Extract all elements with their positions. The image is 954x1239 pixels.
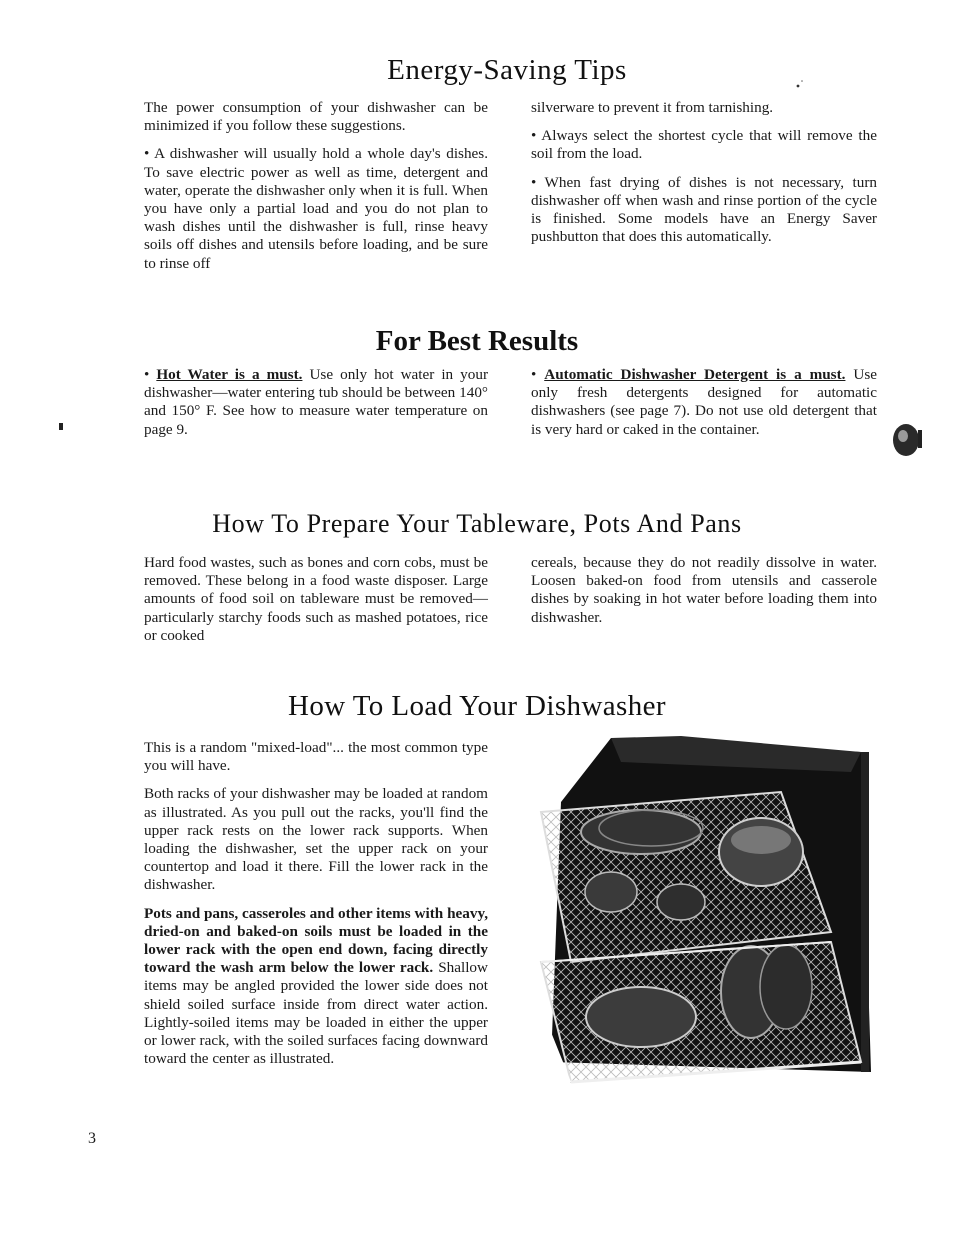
prepare-left-text: Hard food wastes, such as bones and corn cobs, must be removed. These belong in a food waste disposer. Large amounts of food soil on tableware must be removed—particularly starchy foods such as mashed potatoes, rice or cooked (144, 554, 488, 644)
hot-water-heading: Hot Water is a must. (156, 366, 303, 383)
loaded-dishwasher-photo (531, 732, 881, 1088)
binder-hole-icon (890, 418, 930, 469)
energy-left-column (144, 99, 488, 283)
load-pots-bold: Pots and pans, casseroles and other items with heavy, dried-on and baked-on soils must be loaded in the lower rack with the open end down, facing directly toward the wash arm below the lower rack. (144, 904, 488, 977)
page-number: 3 (88, 1130, 96, 1147)
energy-tip-short-cycle: • Always select the shortest cycle that will remove the soil from the load. (531, 127, 877, 163)
hot-water-bullet: • (144, 366, 157, 383)
prepare-left-column (144, 554, 488, 655)
detergent-text: Use only fresh detergents designed for automatic dishwashers (see page 7). Do not use old detergent that is very hard or caked in the container. (531, 366, 877, 438)
energy-tip-silverware: silverware to prevent it from tarnishing. (531, 99, 774, 116)
energy-intro: The power consumption of your dishwasher can be minimized if you follow these suggestions. (144, 99, 488, 135)
prepare-right-column (531, 554, 877, 637)
best-left-column (144, 366, 488, 449)
load-left-column (144, 739, 488, 1078)
detergent-tip (531, 366, 877, 439)
hot-water-tip (144, 366, 488, 439)
speck-mark (790, 72, 810, 97)
margin-mark (59, 423, 63, 430)
load-pots-text (144, 905, 488, 1069)
energy-right-column (531, 99, 877, 256)
load-title: How To Load Your Dishwasher (288, 690, 666, 722)
best-right-column (531, 366, 877, 449)
prepare-right-text: cereals, because they do not readily dissolve in water. Loosen baked-on food from utensils and casserole dishes by soaking in hot water before loading them into dishwasher. (531, 554, 877, 626)
energy-tip-drying: • When fast drying of dishes is not necessary, turn dishwasher off when wash and rinse portion of the cycle is finished. Some models have an Energy Saver pushbutton that does this automatically. (531, 173, 877, 246)
hot-water-text: Use only hot water in your dishwasher—water entering tub should be between 140° and 150° F. See how to measure water temperature on page 9. (144, 366, 488, 438)
best-results-title: For Best Results (375, 325, 579, 357)
prepare-title: How To Prepare Your Tableware, Pots And Pans (212, 509, 742, 538)
load-racks-text: Both racks of your dishwasher may be loaded at random as illustrated. As you pull out the racks, you'll find the upper rack rests on the lower rack supports. When loading the dishwasher, set the upper rack on your countertop and load it there. Fill the lower rack in the dishwasher. (144, 785, 488, 894)
detergent-bullet: • (531, 366, 545, 383)
load-pots-rest: Shallow items may be angled provided the lower side does not shield soiled surface inside from direct water action. Lightly-soiled items may be loaded in either the upper or lower rack, with the soiled surfaces facing downward toward the center as illustrated. (144, 959, 488, 1068)
load-intro: This is a random "mixed-load"... the most common type you will have. (144, 739, 488, 775)
detergent-heading: Automatic Dishwasher Detergent is a must. (544, 366, 846, 383)
energy-saving-title: Energy-Saving Tips (387, 54, 627, 86)
energy-tip-full-load: • A dishwasher will usually hold a whole day's dishes. To save electric power as well as time, detergent and water, operate the dishwasher only when it is full. When you have only a partial load and you do not plan to wash dishes until the dishwasher is full, rinse heavy soils off dishes and utensils before loading, and be sure to rinse off (144, 145, 488, 272)
